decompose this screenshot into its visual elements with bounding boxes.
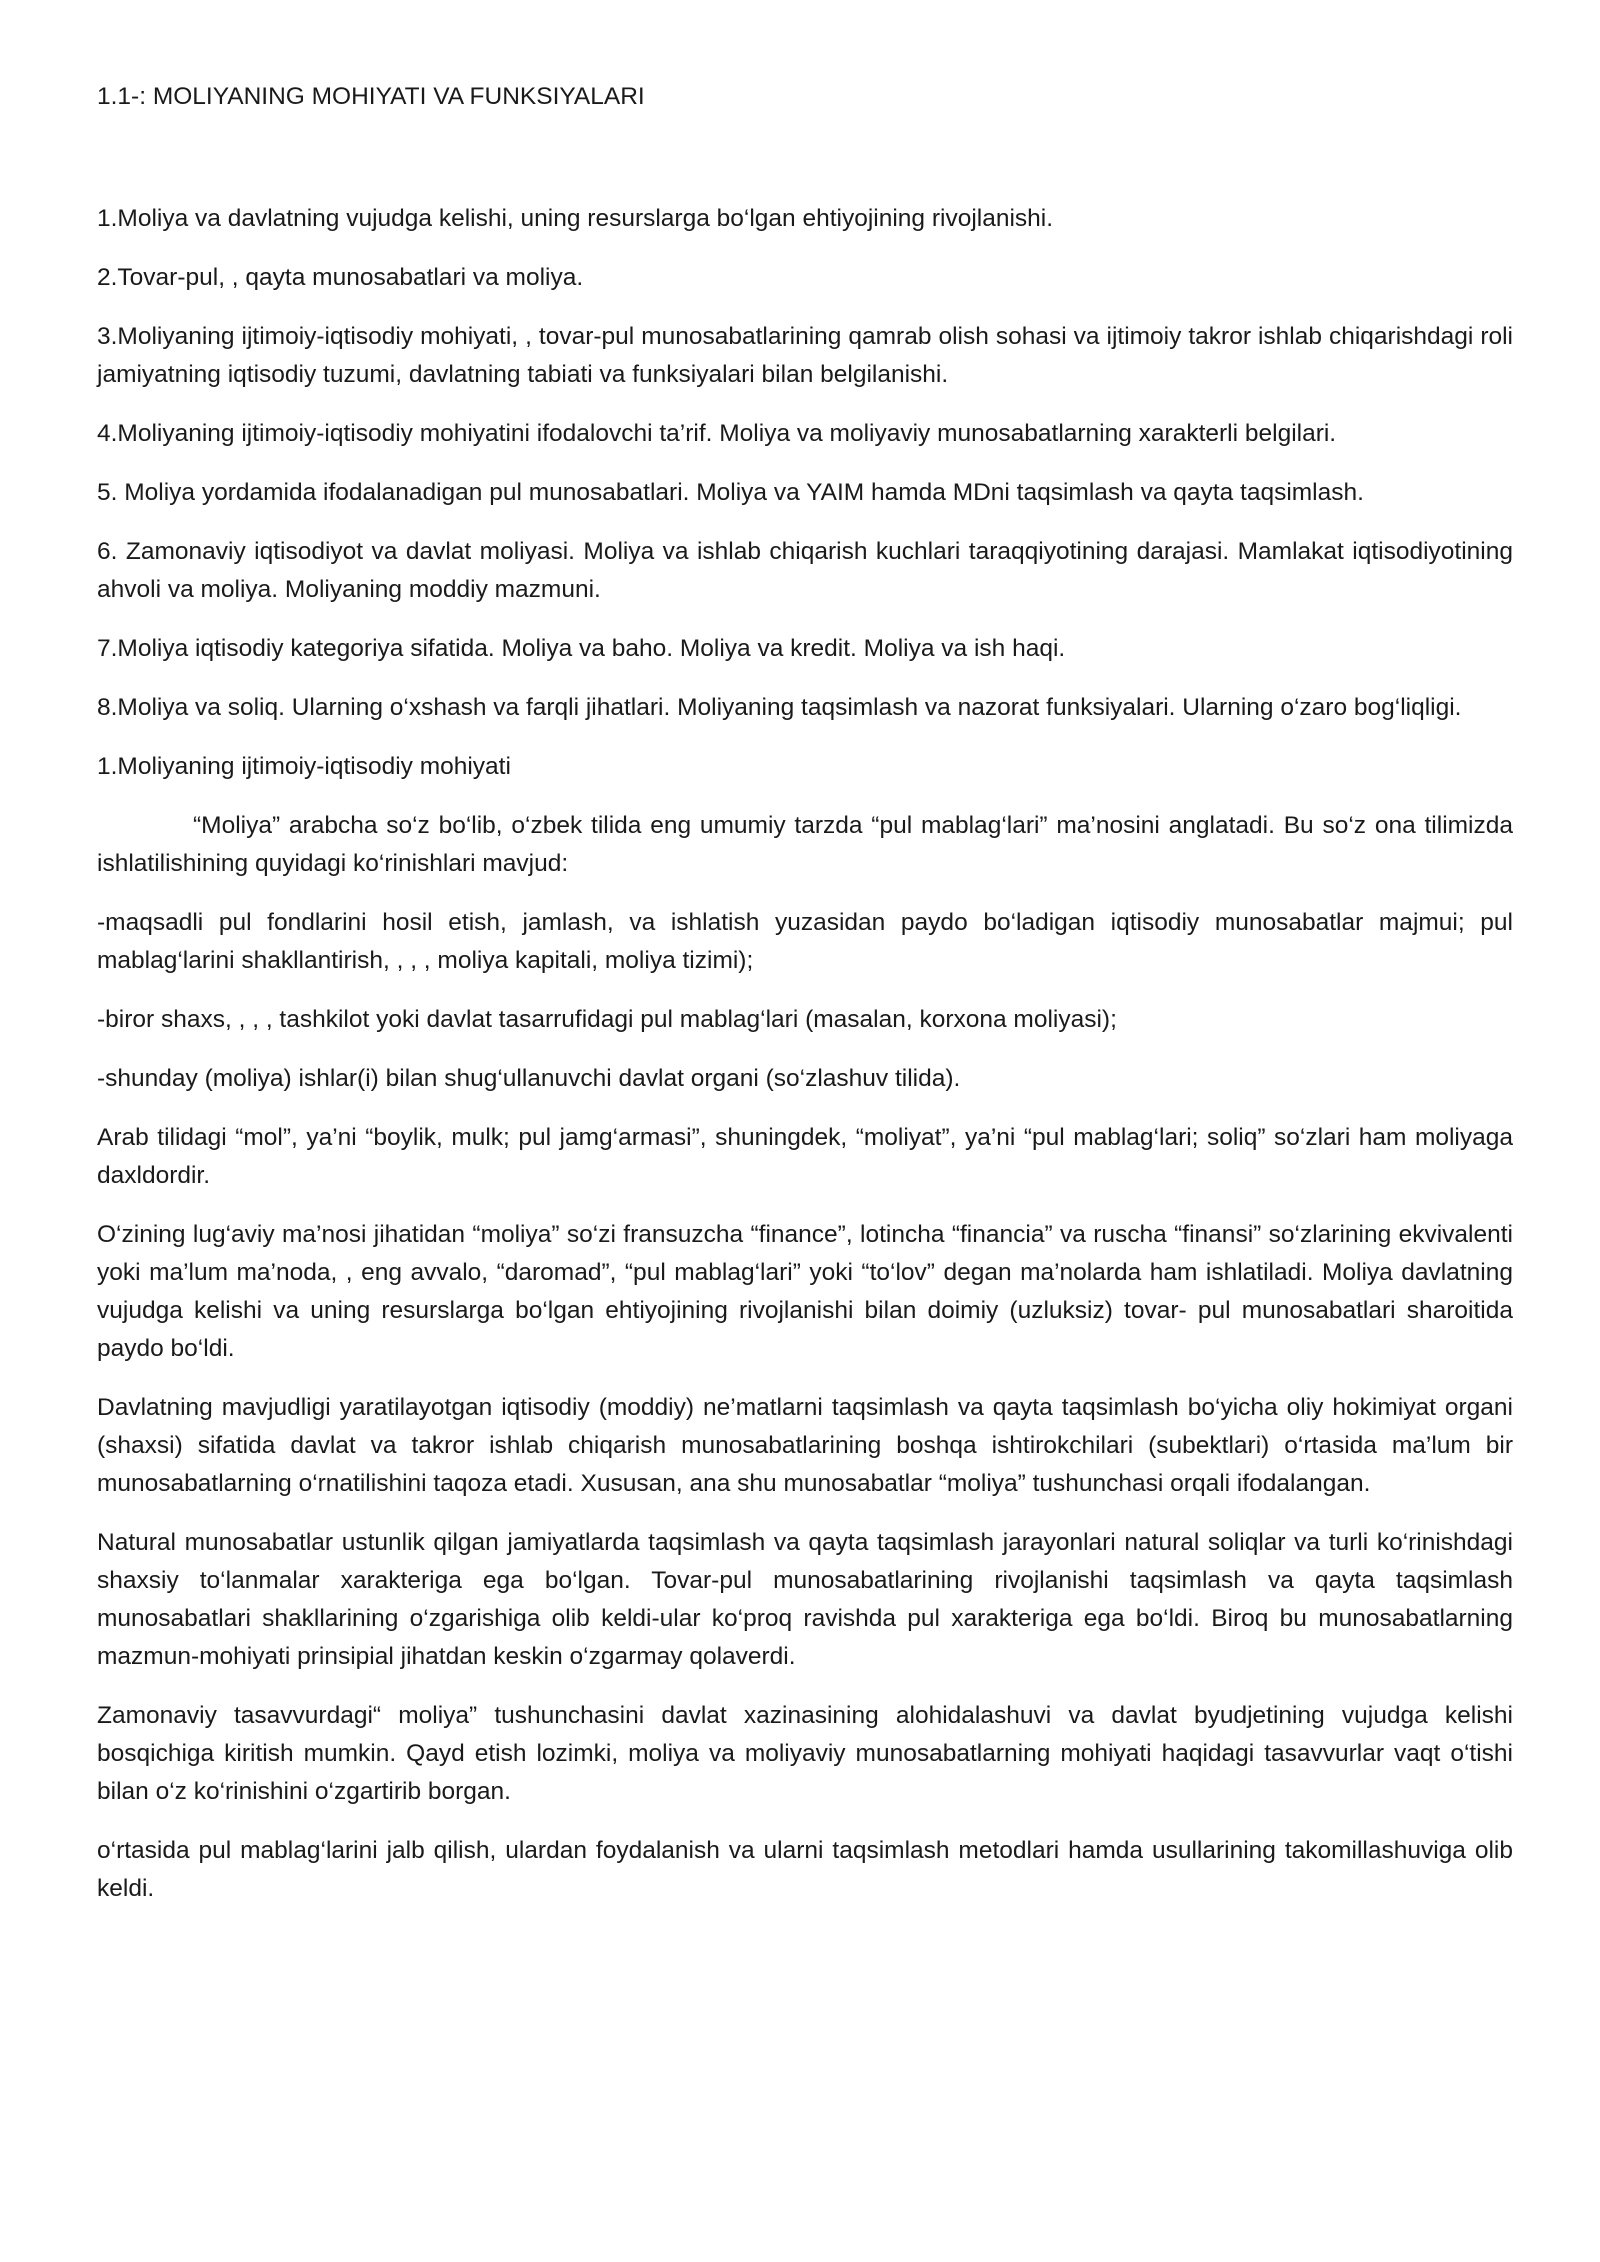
outline-item: 6. Zamonaviy iqtisodiyot va davlat moliyasi. Moliya va ishlab chiqarish kuchlari taraqqiyotining darajasi. Mamlakat iqtisodiyotining ahvoli va moliya. Moliyaning moddiy mazmuni. [97, 538, 1513, 603]
document-title: 1.1-: MOLIYANING MOHIYATI VA FUNKSIYALARI [97, 83, 645, 110]
body-paragraph: -maqsadli pul fondlarini hosil etish, jamlash, va ishlatish yuzasidan paydo bo‘ladigan iqtisodiy munosabatlar majmui; pul mablag‘larini shakllantirish, , , , moliya kapitali, moliya tizimi); [97, 909, 1513, 974]
outline-item: 7.Moliya iqtisodiy kategoriya sifatida. Moliya va baho. Moliya va kredit. Moliya va ish haqi. [97, 635, 1066, 662]
section-heading: 1.Moliyaning ijtimoiy-iqtisodiy mohiyati [97, 753, 511, 780]
body-paragraph: Natural munosabatlar ustunlik qilgan jamiyatlarda taqsimlash va qayta taqsimlash jarayonlari natural soliqlar va turli ko‘rinishdagi shaxsiy to‘lanmalar xarakteriga ega bo‘lgan. Tovar-pul munosabatlarining rivojlanishi taqsimlash va qayta taqsimlash munosabatlari shakllarining o‘zgarishiga olib keldi-ular ko‘proq ravishda pul xarakteriga ega bo‘ldi. Biroq bu munosabatlarning mazmun-mohiyati prinsipial jihatdan keskin o‘zgarmay qolaverdi. [97, 1529, 1513, 1670]
document-body [97, 78, 1513, 1929]
body-paragraph: Arab tilidagi “mol”, ya’ni “boylik, mulk; pul jamg‘armasi”, shuningdek, “moliyat”, ya’ni “pul mablag‘lari; soliq” so‘zlari ham moliyaga daxldordir. [97, 1124, 1513, 1189]
body-paragraph: -biror shaxs, , , , tashkilot yoki davlat tasarrufidagi pul mablag‘lari (masalan, korxona moliyasi); [97, 1006, 1117, 1033]
body-paragraph: o‘rtasida pul mablag‘larini jalb qilish, ulardan foydalanish va ularni taqsimlash metodlari hamda usullarining takomillashuviga olib keldi. [97, 1837, 1513, 1902]
body-paragraph: Zamonaviy tasavvurdagi“ moliya” tushunchasini davlat xazinasining alohidalashuvi va davlat byudjetining vujudga kelishi bosqichiga kiritish mumkin. Qayd etish lozimki, moliya va moliyaviy munosabatlarning mohiyati haqidagi tasavvurlar vaqt o‘tishi bilan o‘z ko‘rinishini o‘zgartirib borgan. [97, 1702, 1513, 1805]
outline-item: 1.Moliya va davlatning vujudga kelishi, uning resurslarga bo‘lgan ehtiyojining rivojlanishi. [97, 205, 1054, 232]
body-paragraph: “Moliya” arabcha so‘z bo‘lib, o‘zbek tilida eng umumiy tarzda “pul mablag‘lari” ma’nosini anglatadi. Bu so‘z ona tilimizda ishlatilishining quyidagi ko‘rinishlari mavjud: [97, 812, 1513, 877]
outline-item: 8.Moliya va soliq. Ularning o‘xshash va farqli jihatlari. Moliyaning taqsimlash va nazorat funksiyalari. Ularning o‘zaro bog‘liqligi. [97, 694, 1462, 721]
outline-item: 5. Moliya yordamida ifodalanadigan pul munosabatlari. Moliya va YAIM hamda MDni taqsimlash va qayta taqsimlash. [97, 479, 1364, 506]
body-paragraph: O‘zining lug‘aviy ma’nosi jihatidan “moliya” so‘zi fransuzcha “finance”, lotincha “financia” va ruscha “finansi” so‘zlarining ekvivalenti yoki ma’lum ma’noda, , eng avvalo, “daromad”, “pul mablag‘lari” yoki “to‘lov” degan ma’nolarda ham ishlatiladi. Moliya davlatning vujudga kelishi va uning resurslarga bo‘lgan ehtiyojining rivojlanishi bilan doimiy (uzluksiz) tovar- pul munosabatlari sharoitida paydo bo‘ldi. [97, 1221, 1513, 1362]
outline-item: 4.Moliyaning ijtimoiy-iqtisodiy mohiyatini ifodalovchi ta’rif. Moliya va moliyaviy munosabatlarning xarakterli belgilari. [97, 420, 1337, 447]
body-paragraph: -shunday (moliya) ishlar(i) bilan shug‘ullanuvchi davlat organi (so‘zlashuv tilida). [97, 1065, 961, 1092]
outline-item: 3.Moliyaning ijtimoiy-iqtisodiy mohiyati, , tovar-pul munosabatlarining qamrab olish sohasi va ijtimoiy takror ishlab chiqarishdagi roli jamiyatning iqtisodiy tuzumi, davlatning tabiati va funksiyalari bilan belgilanishi. [97, 323, 1513, 388]
outline-item: 2.Tovar-pul, , qayta munosabatlari va moliya. [97, 264, 584, 291]
body-paragraph: Davlatning mavjudligi yaratilayotgan iqtisodiy (moddiy) ne’matlarni taqsimlash va qayta taqsimlash bo‘yicha oliy hokimiyat organi (shaxsi) sifatida davlat va takror ishlab chiqarish munosabatlarining boshqa ishtirokchilari (subektlari) o‘rtasida ma’lum bir munosabatlarning o‘rnatilishini taqoza etadi. Xususan, ana shu munosabatlar “moliya” tushunchasi orqali ifodalangan. [97, 1394, 1513, 1497]
title-spacer [97, 116, 1513, 200]
